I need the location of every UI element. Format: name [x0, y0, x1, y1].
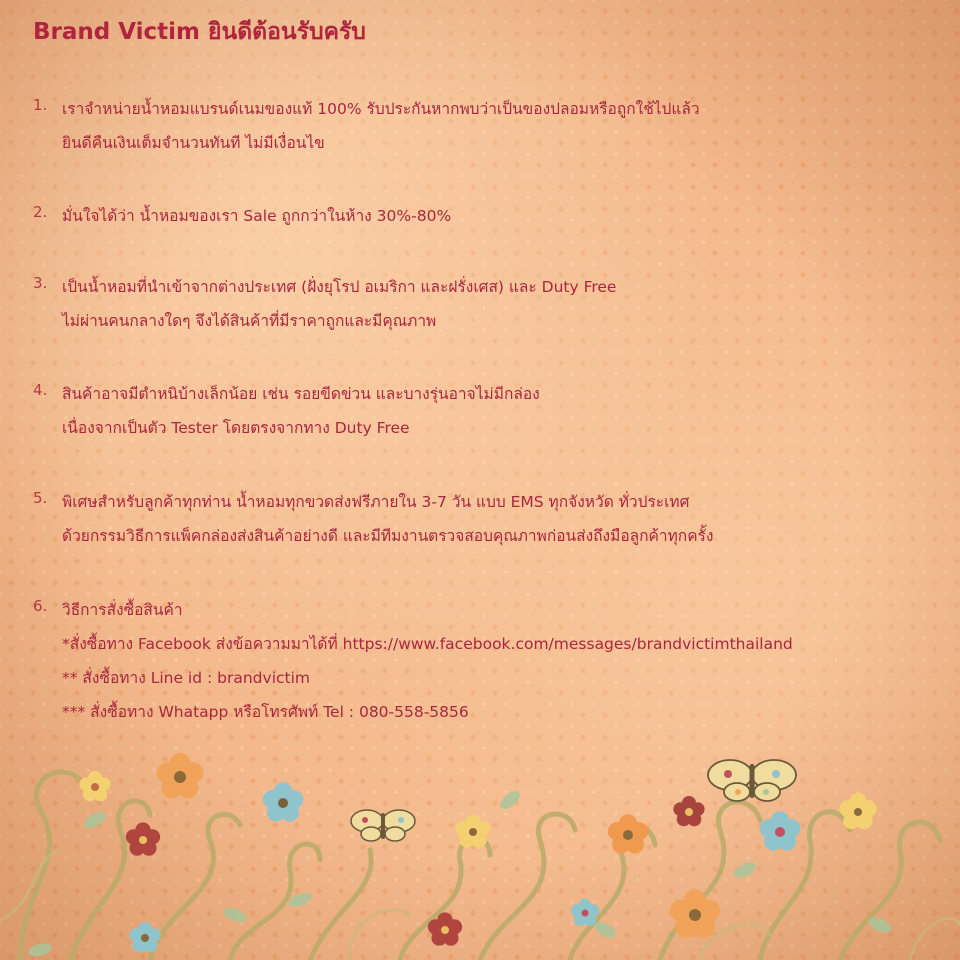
item-text: พิเศษสำหรับลูกค้าทุกท่าน น้ำหอมทุกขวดส่งฟรีภายใน 3-7 วัน แบบ EMS ทุกจังหวัด ทั่วประเทศ: [62, 493, 690, 511]
item-text: เป็นน้ำหอมที่นำเข้าจากต่างประเทศ (ฝั่งยุโรป อเมริกา และฝรั่งเศส) และ Duty Free: [62, 278, 617, 296]
butterfly-icon: [351, 810, 415, 841]
item-text: ยินดีคืนเงินเต็มจำนวนทันที ไม่มีเงื่อนไข: [62, 134, 325, 152]
item-number: 2.: [33, 203, 48, 221]
item-text: เนื่องจากเป็นตัว Tester โดยตรงจากทาง Duty Free: [62, 419, 410, 437]
page-title: Brand Victim ยินดีต้อนรับครับ: [33, 19, 366, 45]
item-number: 4.: [33, 381, 48, 399]
floral-border: [0, 720, 960, 960]
order-whatsapp: *** สั่งซื้อทาง Whatapp หรือโทรศัพท์ Tel : 080-558-5856: [62, 703, 469, 721]
item-number: 1.: [33, 96, 48, 114]
order-line: ** สั่งซื้อทาง Line id : brandvictim: [62, 669, 311, 687]
item-number: 6.: [33, 597, 48, 615]
item-text: ด้วยกรรมวิธีการแพ็คกล่องส่งสินค้าอย่างดี และมีทีมงานตรวจสอบคุณภาพก่อนส่งถึงมือลูกค้าทุกครั้ง: [62, 527, 714, 545]
order-facebook: *สั่งซื้อทาง Facebook ส่งข้อความมาได้ที่ https://www.facebook.com/messages/brandvictimthailand: [62, 635, 793, 653]
item-number: 5.: [33, 489, 48, 507]
item-text: เราจำหน่ายน้ำหอมแบรนด์เนมของแท้ 100% รับประกันหากพบว่าเป็นของปลอมหรือถูกใช้ไปแล้ว: [62, 100, 700, 118]
item-text: มั่นใจได้ว่า น้ำหอมของเรา Sale ถูกกว่าในห้าง 30%-80%: [62, 207, 452, 225]
item-text: ไม่ผ่านคนกลางใดๆ จึงได้สินค้าที่มีราคาถูกและมีคุณภาพ: [62, 312, 437, 330]
item-text: สินค้าอาจมีตำหนิบ้างเล็กน้อย เช่น รอยขีดข่วน และบางรุ่นอาจไม่มีกล่อง: [62, 385, 540, 403]
order-heading: วิธีการสั่งซื้อสินค้า: [62, 601, 183, 619]
butterfly-icon: [708, 760, 796, 801]
item-number: 3.: [33, 274, 48, 292]
